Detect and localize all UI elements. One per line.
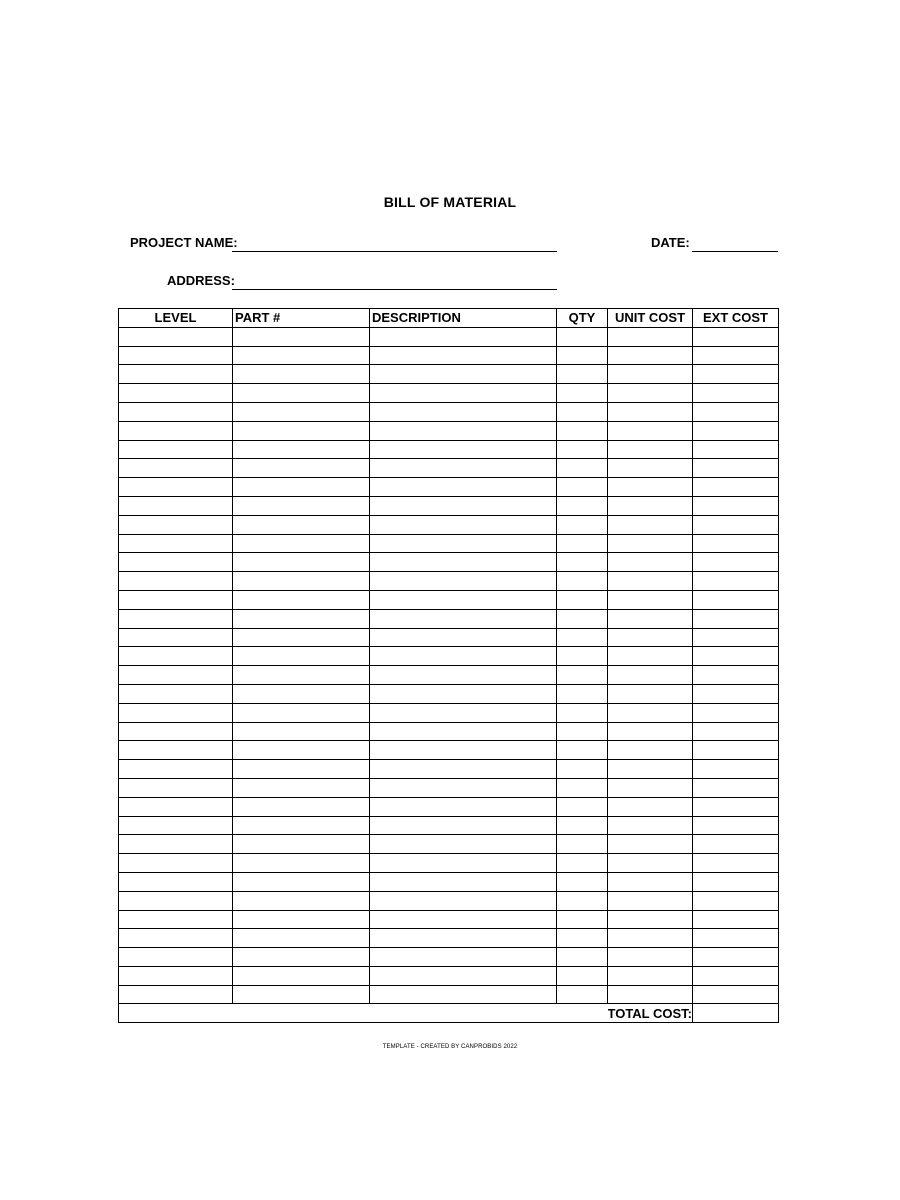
cell-part-number[interactable] xyxy=(233,628,370,647)
cell-unit-cost[interactable] xyxy=(608,891,693,910)
cell-qty[interactable] xyxy=(557,666,608,685)
cell-level[interactable] xyxy=(119,760,233,779)
cell-qty[interactable] xyxy=(557,365,608,384)
cell-description[interactable] xyxy=(370,384,557,403)
cell-unit-cost[interactable] xyxy=(608,835,693,854)
cell-ext-cost[interactable] xyxy=(693,985,779,1004)
cell-level[interactable] xyxy=(119,666,233,685)
project-name-field[interactable] xyxy=(232,236,557,252)
cell-part-number[interactable] xyxy=(233,910,370,929)
cell-description[interactable] xyxy=(370,722,557,741)
cell-unit-cost[interactable] xyxy=(608,478,693,497)
cell-ext-cost[interactable] xyxy=(693,515,779,534)
cell-ext-cost[interactable] xyxy=(693,553,779,572)
column-header-qty: QTY xyxy=(557,309,608,328)
cell-unit-cost[interactable] xyxy=(608,553,693,572)
table-row xyxy=(119,985,779,1004)
cell-qty[interactable] xyxy=(557,835,608,854)
table-row xyxy=(119,459,779,478)
cell-level[interactable] xyxy=(119,609,233,628)
cell-description[interactable] xyxy=(370,440,557,459)
table-row xyxy=(119,572,779,591)
cell-ext-cost[interactable] xyxy=(693,872,779,891)
cell-ext-cost[interactable] xyxy=(693,854,779,873)
cell-description[interactable] xyxy=(370,402,557,421)
table-row xyxy=(119,553,779,572)
cell-level[interactable] xyxy=(119,402,233,421)
cell-ext-cost[interactable] xyxy=(693,384,779,403)
address-label: ADDRESS: xyxy=(167,273,235,288)
cell-qty[interactable] xyxy=(557,929,608,948)
cell-description[interactable] xyxy=(370,609,557,628)
cell-part-number[interactable] xyxy=(233,515,370,534)
cell-part-number[interactable] xyxy=(233,854,370,873)
cell-part-number[interactable] xyxy=(233,609,370,628)
cell-level[interactable] xyxy=(119,854,233,873)
cell-ext-cost[interactable] xyxy=(693,534,779,553)
table-row xyxy=(119,872,779,891)
cell-description[interactable] xyxy=(370,966,557,985)
table-row xyxy=(119,384,779,403)
cell-level[interactable] xyxy=(119,384,233,403)
cell-level[interactable] xyxy=(119,459,233,478)
cell-unit-cost[interactable] xyxy=(608,910,693,929)
cell-part-number[interactable] xyxy=(233,440,370,459)
cell-description[interactable] xyxy=(370,948,557,967)
table-row xyxy=(119,929,779,948)
cell-qty[interactable] xyxy=(557,891,608,910)
cell-ext-cost[interactable] xyxy=(693,722,779,741)
cell-ext-cost[interactable] xyxy=(693,609,779,628)
cell-qty[interactable] xyxy=(557,741,608,760)
cell-qty[interactable] xyxy=(557,496,608,515)
table-row xyxy=(119,327,779,346)
cell-unit-cost[interactable] xyxy=(608,647,693,666)
table-row xyxy=(119,948,779,967)
cell-qty[interactable] xyxy=(557,628,608,647)
cell-ext-cost[interactable] xyxy=(693,835,779,854)
cell-description[interactable] xyxy=(370,647,557,666)
footer-credit: TEMPLATE - CREATED BY CANPROBIDS 2022 xyxy=(382,1044,518,1050)
cell-unit-cost[interactable] xyxy=(608,609,693,628)
cell-part-number[interactable] xyxy=(233,384,370,403)
cell-qty[interactable] xyxy=(557,684,608,703)
table-row xyxy=(119,365,779,384)
cell-unit-cost[interactable] xyxy=(608,590,693,609)
cell-qty[interactable] xyxy=(557,948,608,967)
cell-level[interactable] xyxy=(119,778,233,797)
cell-qty[interactable] xyxy=(557,459,608,478)
cell-description[interactable] xyxy=(370,496,557,515)
table-row xyxy=(119,515,779,534)
cell-ext-cost[interactable] xyxy=(693,628,779,647)
cell-qty[interactable] xyxy=(557,346,608,365)
cell-description[interactable] xyxy=(370,854,557,873)
cell-description[interactable] xyxy=(370,835,557,854)
cell-unit-cost[interactable] xyxy=(608,496,693,515)
cell-level[interactable] xyxy=(119,327,233,346)
cell-unit-cost[interactable] xyxy=(608,421,693,440)
column-header-description: DESCRIPTION xyxy=(370,309,557,328)
table-row xyxy=(119,496,779,515)
cell-part-number[interactable] xyxy=(233,966,370,985)
cell-part-number[interactable] xyxy=(233,590,370,609)
total-cost-value[interactable] xyxy=(693,1004,779,1023)
cell-qty[interactable] xyxy=(557,590,608,609)
cell-unit-cost[interactable] xyxy=(608,703,693,722)
cell-ext-cost[interactable] xyxy=(693,421,779,440)
cell-ext-cost[interactable] xyxy=(693,440,779,459)
cell-part-number[interactable] xyxy=(233,327,370,346)
cell-description[interactable] xyxy=(370,797,557,816)
cell-unit-cost[interactable] xyxy=(608,572,693,591)
table-body xyxy=(119,327,779,1004)
document-title: BILL OF MATERIAL xyxy=(383,194,517,210)
project-name-label: PROJECT NAME: xyxy=(130,235,238,250)
cell-qty[interactable] xyxy=(557,402,608,421)
table-row xyxy=(119,966,779,985)
cell-ext-cost[interactable] xyxy=(693,402,779,421)
cell-ext-cost[interactable] xyxy=(693,778,779,797)
cell-qty[interactable] xyxy=(557,421,608,440)
cell-part-number[interactable] xyxy=(233,778,370,797)
cell-ext-cost[interactable] xyxy=(693,459,779,478)
table-row xyxy=(119,421,779,440)
table-row xyxy=(119,440,779,459)
cell-description[interactable] xyxy=(370,421,557,440)
cell-ext-cost[interactable] xyxy=(693,948,779,967)
cell-part-number[interactable] xyxy=(233,572,370,591)
cell-unit-cost[interactable] xyxy=(608,929,693,948)
cell-description[interactable] xyxy=(370,910,557,929)
table-row xyxy=(119,741,779,760)
cell-qty[interactable] xyxy=(557,534,608,553)
table-row xyxy=(119,666,779,685)
cell-level[interactable] xyxy=(119,534,233,553)
column-header-unit-cost: UNIT COST xyxy=(608,309,693,328)
cell-qty[interactable] xyxy=(557,609,608,628)
cell-part-number[interactable] xyxy=(233,929,370,948)
cell-level[interactable] xyxy=(119,647,233,666)
cell-part-number[interactable] xyxy=(233,459,370,478)
cell-part-number[interactable] xyxy=(233,985,370,1004)
cell-ext-cost[interactable] xyxy=(693,891,779,910)
cell-ext-cost[interactable] xyxy=(693,478,779,497)
cell-unit-cost[interactable] xyxy=(608,402,693,421)
cell-unit-cost[interactable] xyxy=(608,797,693,816)
cell-part-number[interactable] xyxy=(233,346,370,365)
cell-unit-cost[interactable] xyxy=(608,684,693,703)
cell-qty[interactable] xyxy=(557,553,608,572)
cell-level[interactable] xyxy=(119,797,233,816)
cell-unit-cost[interactable] xyxy=(608,722,693,741)
cell-qty[interactable] xyxy=(557,816,608,835)
column-header-part-number: PART # xyxy=(233,309,370,328)
table-row xyxy=(119,609,779,628)
cell-part-number[interactable] xyxy=(233,760,370,779)
cell-qty[interactable] xyxy=(557,722,608,741)
cell-qty[interactable] xyxy=(557,872,608,891)
cell-description[interactable] xyxy=(370,365,557,384)
cell-level[interactable] xyxy=(119,515,233,534)
table-row xyxy=(119,478,779,497)
cell-qty[interactable] xyxy=(557,440,608,459)
cell-part-number[interactable] xyxy=(233,684,370,703)
cell-description[interactable] xyxy=(370,666,557,685)
cell-description[interactable] xyxy=(370,703,557,722)
cell-level[interactable] xyxy=(119,985,233,1004)
cell-level[interactable] xyxy=(119,421,233,440)
table-row xyxy=(119,778,779,797)
table-row xyxy=(119,703,779,722)
cell-ext-cost[interactable] xyxy=(693,684,779,703)
cell-description[interactable] xyxy=(370,327,557,346)
cell-unit-cost[interactable] xyxy=(608,327,693,346)
cell-unit-cost[interactable] xyxy=(608,816,693,835)
bom-table xyxy=(118,308,779,1023)
cell-level[interactable] xyxy=(119,835,233,854)
cell-part-number[interactable] xyxy=(233,365,370,384)
table-row xyxy=(119,590,779,609)
table-row xyxy=(119,534,779,553)
cell-ext-cost[interactable] xyxy=(693,647,779,666)
cell-part-number[interactable] xyxy=(233,666,370,685)
cell-level[interactable] xyxy=(119,703,233,722)
cell-description[interactable] xyxy=(370,778,557,797)
cell-unit-cost[interactable] xyxy=(608,384,693,403)
cell-level[interactable] xyxy=(119,741,233,760)
cell-unit-cost[interactable] xyxy=(608,948,693,967)
cell-part-number[interactable] xyxy=(233,402,370,421)
table-row xyxy=(119,346,779,365)
cell-qty[interactable] xyxy=(557,327,608,346)
cell-part-number[interactable] xyxy=(233,948,370,967)
cell-ext-cost[interactable] xyxy=(693,346,779,365)
cell-level[interactable] xyxy=(119,365,233,384)
cell-part-number[interactable] xyxy=(233,872,370,891)
cell-unit-cost[interactable] xyxy=(608,459,693,478)
cell-unit-cost[interactable] xyxy=(608,741,693,760)
cell-description[interactable] xyxy=(370,459,557,478)
table-row xyxy=(119,891,779,910)
cell-part-number[interactable] xyxy=(233,647,370,666)
table-row xyxy=(119,816,779,835)
cell-description[interactable] xyxy=(370,891,557,910)
total-row xyxy=(119,1004,779,1023)
cell-part-number[interactable] xyxy=(233,741,370,760)
address-field[interactable] xyxy=(232,274,557,290)
cell-description[interactable] xyxy=(370,515,557,534)
cell-part-number[interactable] xyxy=(233,722,370,741)
cell-level[interactable] xyxy=(119,553,233,572)
cell-ext-cost[interactable] xyxy=(693,741,779,760)
cell-unit-cost[interactable] xyxy=(608,666,693,685)
cell-description[interactable] xyxy=(370,741,557,760)
cell-part-number[interactable] xyxy=(233,835,370,854)
cell-description[interactable] xyxy=(370,346,557,365)
cell-part-number[interactable] xyxy=(233,797,370,816)
cell-level[interactable] xyxy=(119,478,233,497)
total-cost-label: TOTAL COST: xyxy=(607,1005,692,1021)
cell-qty[interactable] xyxy=(557,760,608,779)
cell-qty[interactable] xyxy=(557,647,608,666)
cell-level[interactable] xyxy=(119,722,233,741)
cell-ext-cost[interactable] xyxy=(693,797,779,816)
cell-qty[interactable] xyxy=(557,778,608,797)
cell-qty[interactable] xyxy=(557,910,608,929)
cell-description[interactable] xyxy=(370,628,557,647)
cell-qty[interactable] xyxy=(557,854,608,873)
cell-description[interactable] xyxy=(370,816,557,835)
cell-level[interactable] xyxy=(119,929,233,948)
cell-ext-cost[interactable] xyxy=(693,703,779,722)
cell-part-number[interactable] xyxy=(233,421,370,440)
table-row xyxy=(119,854,779,873)
cell-part-number[interactable] xyxy=(233,703,370,722)
column-header-ext-cost: EXT COST xyxy=(693,309,779,328)
cell-level[interactable] xyxy=(119,572,233,591)
cell-unit-cost[interactable] xyxy=(608,534,693,553)
cell-description[interactable] xyxy=(370,985,557,1004)
cell-qty[interactable] xyxy=(557,572,608,591)
cell-part-number[interactable] xyxy=(233,891,370,910)
cell-part-number[interactable] xyxy=(233,534,370,553)
table-row xyxy=(119,760,779,779)
cell-qty[interactable] xyxy=(557,515,608,534)
cell-unit-cost[interactable] xyxy=(608,628,693,647)
cell-description[interactable] xyxy=(370,478,557,497)
cell-unit-cost[interactable] xyxy=(608,966,693,985)
cell-ext-cost[interactable] xyxy=(693,496,779,515)
cell-unit-cost[interactable] xyxy=(608,515,693,534)
column-header-level: LEVEL xyxy=(119,309,233,328)
cell-level[interactable] xyxy=(119,346,233,365)
cell-level[interactable] xyxy=(119,496,233,515)
total-row-spacer xyxy=(119,1004,608,1023)
table-row xyxy=(119,797,779,816)
table-row xyxy=(119,402,779,421)
cell-unit-cost[interactable] xyxy=(608,854,693,873)
cell-ext-cost[interactable] xyxy=(693,590,779,609)
cell-level[interactable] xyxy=(119,891,233,910)
cell-level[interactable] xyxy=(119,816,233,835)
table-row xyxy=(119,628,779,647)
table-row xyxy=(119,647,779,666)
cell-ext-cost[interactable] xyxy=(693,760,779,779)
date-label: DATE: xyxy=(651,235,690,250)
cell-part-number[interactable] xyxy=(233,553,370,572)
cell-level[interactable] xyxy=(119,872,233,891)
cell-qty[interactable] xyxy=(557,985,608,1004)
cell-part-number[interactable] xyxy=(233,496,370,515)
cell-qty[interactable] xyxy=(557,797,608,816)
cell-ext-cost[interactable] xyxy=(693,929,779,948)
table-row xyxy=(119,835,779,854)
cell-unit-cost[interactable] xyxy=(608,440,693,459)
cell-description[interactable] xyxy=(370,872,557,891)
cell-level[interactable] xyxy=(119,684,233,703)
cell-part-number[interactable] xyxy=(233,478,370,497)
table-row xyxy=(119,910,779,929)
cell-description[interactable] xyxy=(370,684,557,703)
cell-level[interactable] xyxy=(119,910,233,929)
cell-level[interactable] xyxy=(119,948,233,967)
cell-qty[interactable] xyxy=(557,478,608,497)
table-row xyxy=(119,722,779,741)
cell-description[interactable] xyxy=(370,929,557,948)
cell-qty[interactable] xyxy=(557,703,608,722)
cell-unit-cost[interactable] xyxy=(608,778,693,797)
cell-unit-cost[interactable] xyxy=(608,365,693,384)
cell-part-number[interactable] xyxy=(233,816,370,835)
cell-ext-cost[interactable] xyxy=(693,666,779,685)
cell-description[interactable] xyxy=(370,553,557,572)
cell-level[interactable] xyxy=(119,628,233,647)
cell-qty[interactable] xyxy=(557,966,608,985)
cell-ext-cost[interactable] xyxy=(693,816,779,835)
cell-unit-cost[interactable] xyxy=(608,760,693,779)
cell-unit-cost[interactable] xyxy=(608,985,693,1004)
cell-unit-cost[interactable] xyxy=(608,346,693,365)
cell-level[interactable] xyxy=(119,590,233,609)
cell-qty[interactable] xyxy=(557,384,608,403)
cell-description[interactable] xyxy=(370,590,557,609)
cell-description[interactable] xyxy=(370,572,557,591)
cell-description[interactable] xyxy=(370,534,557,553)
cell-level[interactable] xyxy=(119,966,233,985)
cell-ext-cost[interactable] xyxy=(693,572,779,591)
date-field[interactable] xyxy=(692,236,778,252)
cell-level[interactable] xyxy=(119,440,233,459)
cell-unit-cost[interactable] xyxy=(608,872,693,891)
cell-ext-cost[interactable] xyxy=(693,910,779,929)
cell-ext-cost[interactable] xyxy=(693,365,779,384)
cell-ext-cost[interactable] xyxy=(693,966,779,985)
table-row xyxy=(119,684,779,703)
cell-ext-cost[interactable] xyxy=(693,327,779,346)
table-header-row xyxy=(119,309,779,328)
cell-description[interactable] xyxy=(370,760,557,779)
